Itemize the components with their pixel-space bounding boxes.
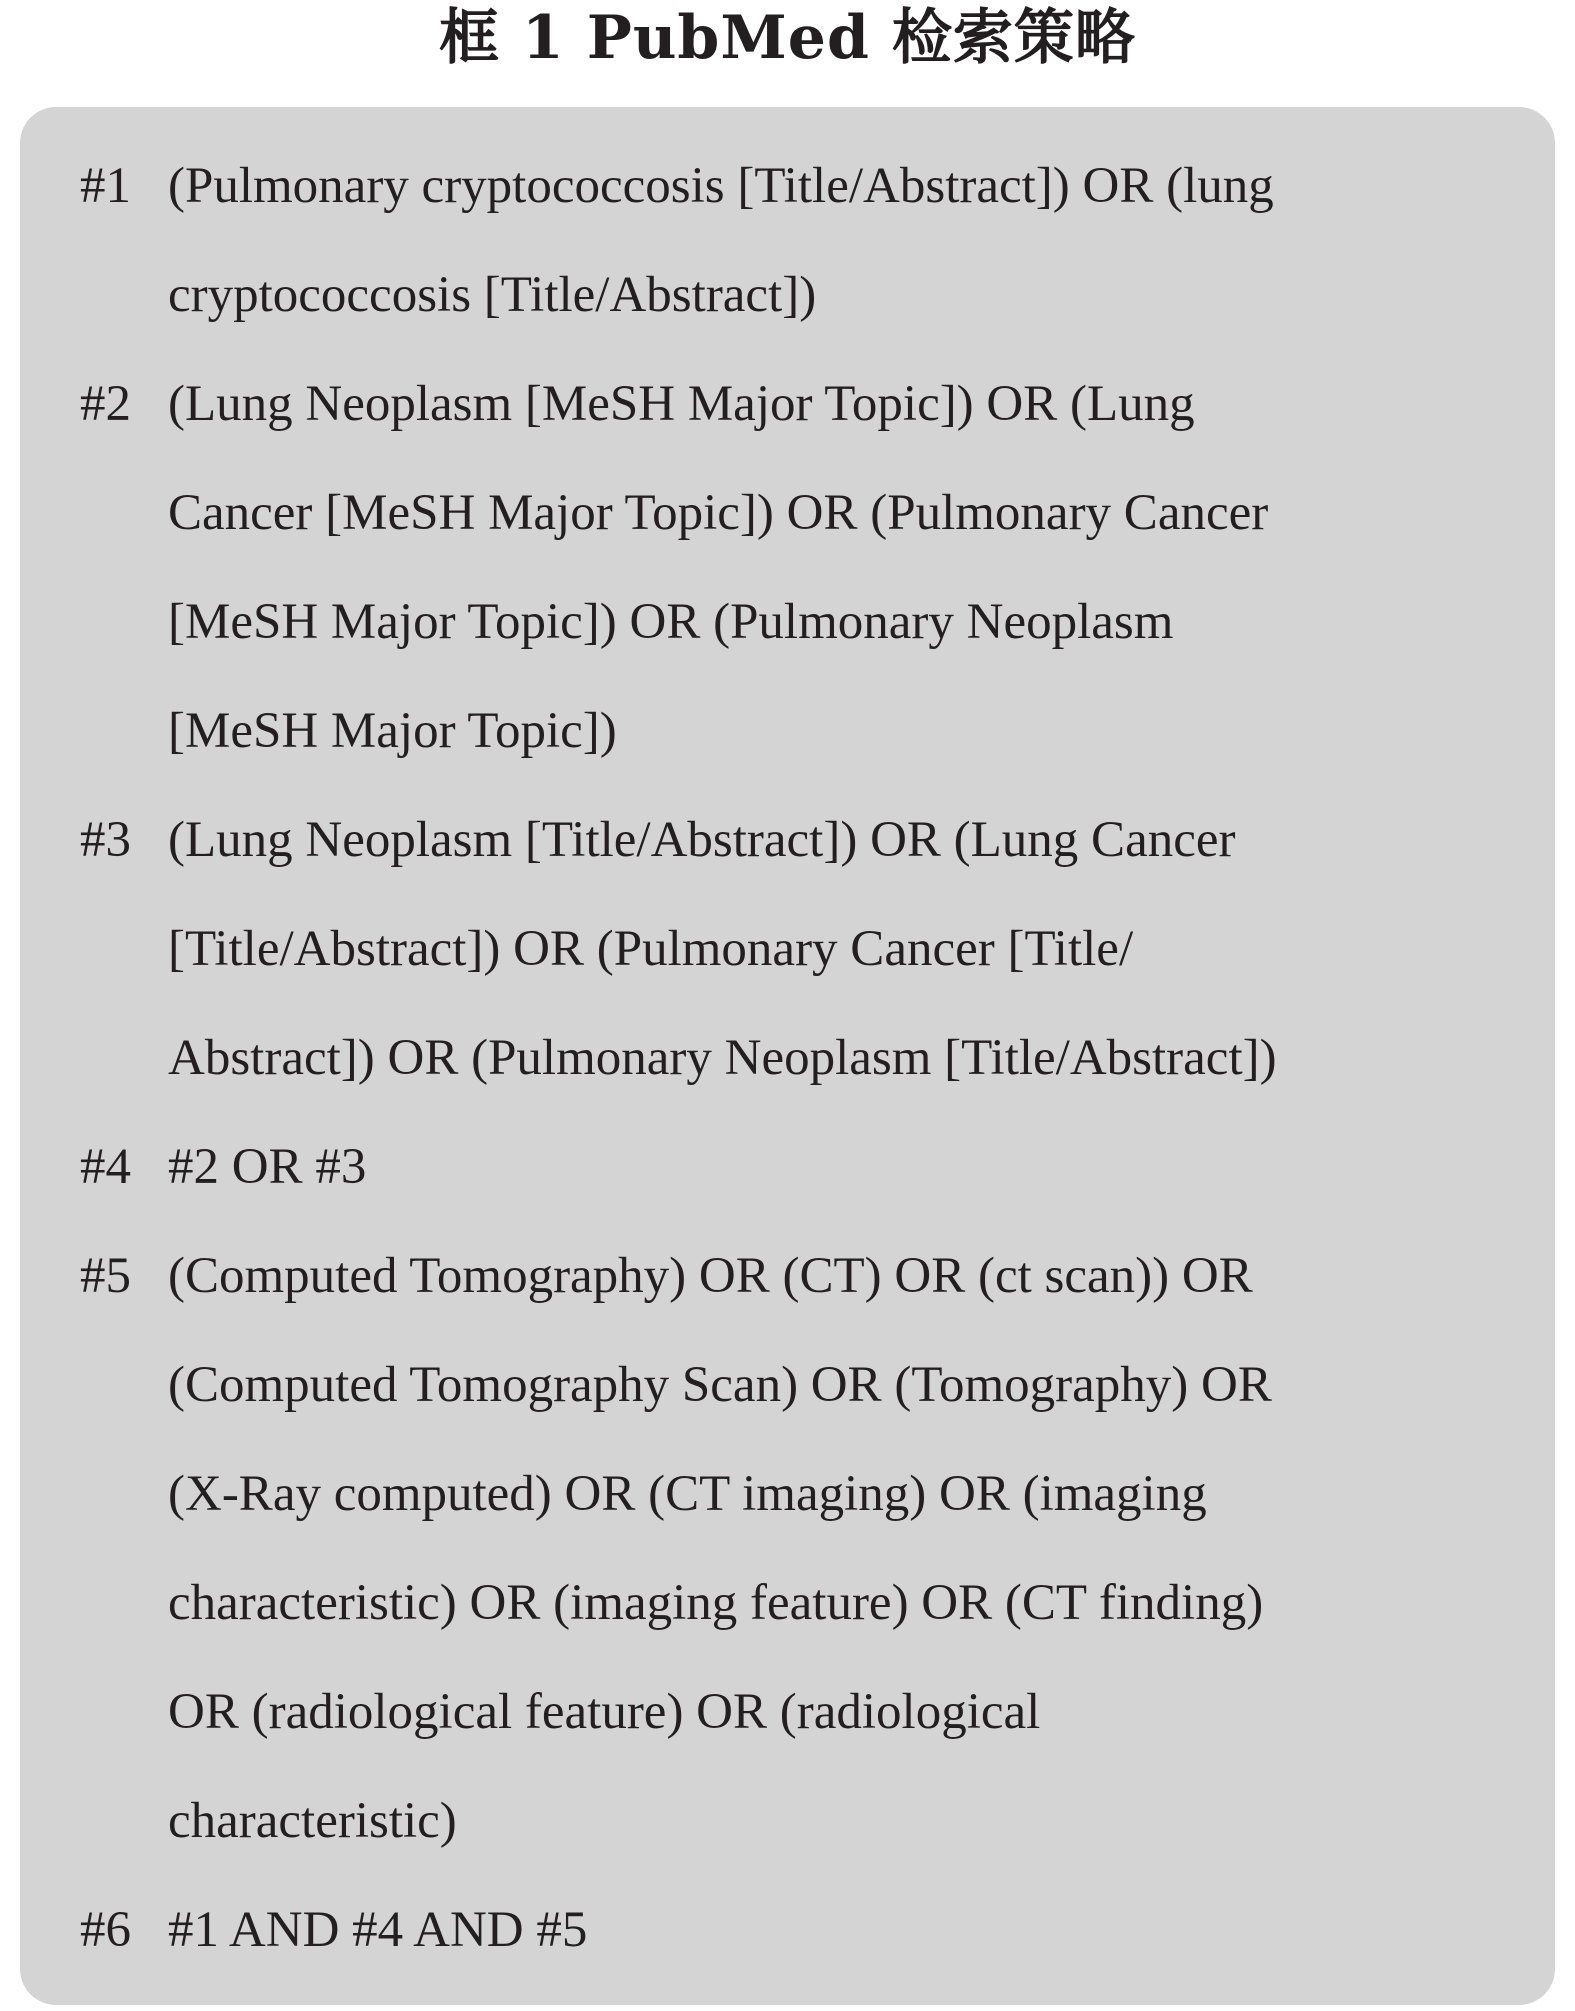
- entry-number: #2: [80, 376, 131, 432]
- entry-query-line: (Lung Neoplasm [MeSH Major Topic]) OR (Lung: [168, 376, 1195, 432]
- entry-number: #4: [80, 1139, 131, 1195]
- entry-query-line: Abstract]) OR (Pulmonary Neoplasm [Title/Abstract]): [168, 1030, 1277, 1086]
- box-title: 框 1 PubMed 检索策略: [439, 3, 1136, 73]
- entry-number: #6: [80, 1902, 131, 1958]
- entry-query-line: #1 AND #4 AND #5: [168, 1902, 588, 1958]
- entry-query-line: (Computed Tomography) OR (CT) OR (ct scan)) OR: [168, 1248, 1253, 1304]
- entry-query-line: (Lung Neoplasm [Title/Abstract]) OR (Lung Cancer: [168, 812, 1236, 868]
- entry-query-line: cryptococcosis [Title/Abstract]): [168, 267, 817, 323]
- entry-query-line: characteristic) OR (imaging feature) OR (CT finding): [168, 1575, 1264, 1631]
- entry-query-line: OR (radiological feature) OR (radiological: [168, 1684, 1041, 1740]
- entry-query-line: [Title/Abstract]) OR (Pulmonary Cancer [Title/: [168, 921, 1134, 977]
- entry-query-line: (Pulmonary cryptococcosis [Title/Abstract]) OR (lung: [168, 158, 1274, 214]
- entry-query-line: Cancer [MeSH Major Topic]) OR (Pulmonary Cancer: [168, 485, 1269, 541]
- entry-number: #3: [80, 812, 131, 868]
- entry-query-line: characteristic): [168, 1793, 457, 1849]
- search-strategy-panel: [20, 107, 1555, 2005]
- entry-number: #5: [80, 1248, 131, 1304]
- entry-query-line: #2 OR #3: [168, 1139, 367, 1195]
- entry-query-line: [MeSH Major Topic]) OR (Pulmonary Neoplasm: [168, 594, 1174, 650]
- entry-number: #1: [80, 158, 131, 214]
- entry-query-line: [MeSH Major Topic]): [168, 703, 617, 759]
- entry-query-line: (Computed Tomography Scan) OR (Tomography) OR: [168, 1357, 1272, 1413]
- entry-query-line: (X-Ray computed) OR (CT imaging) OR (imaging: [168, 1466, 1207, 1522]
